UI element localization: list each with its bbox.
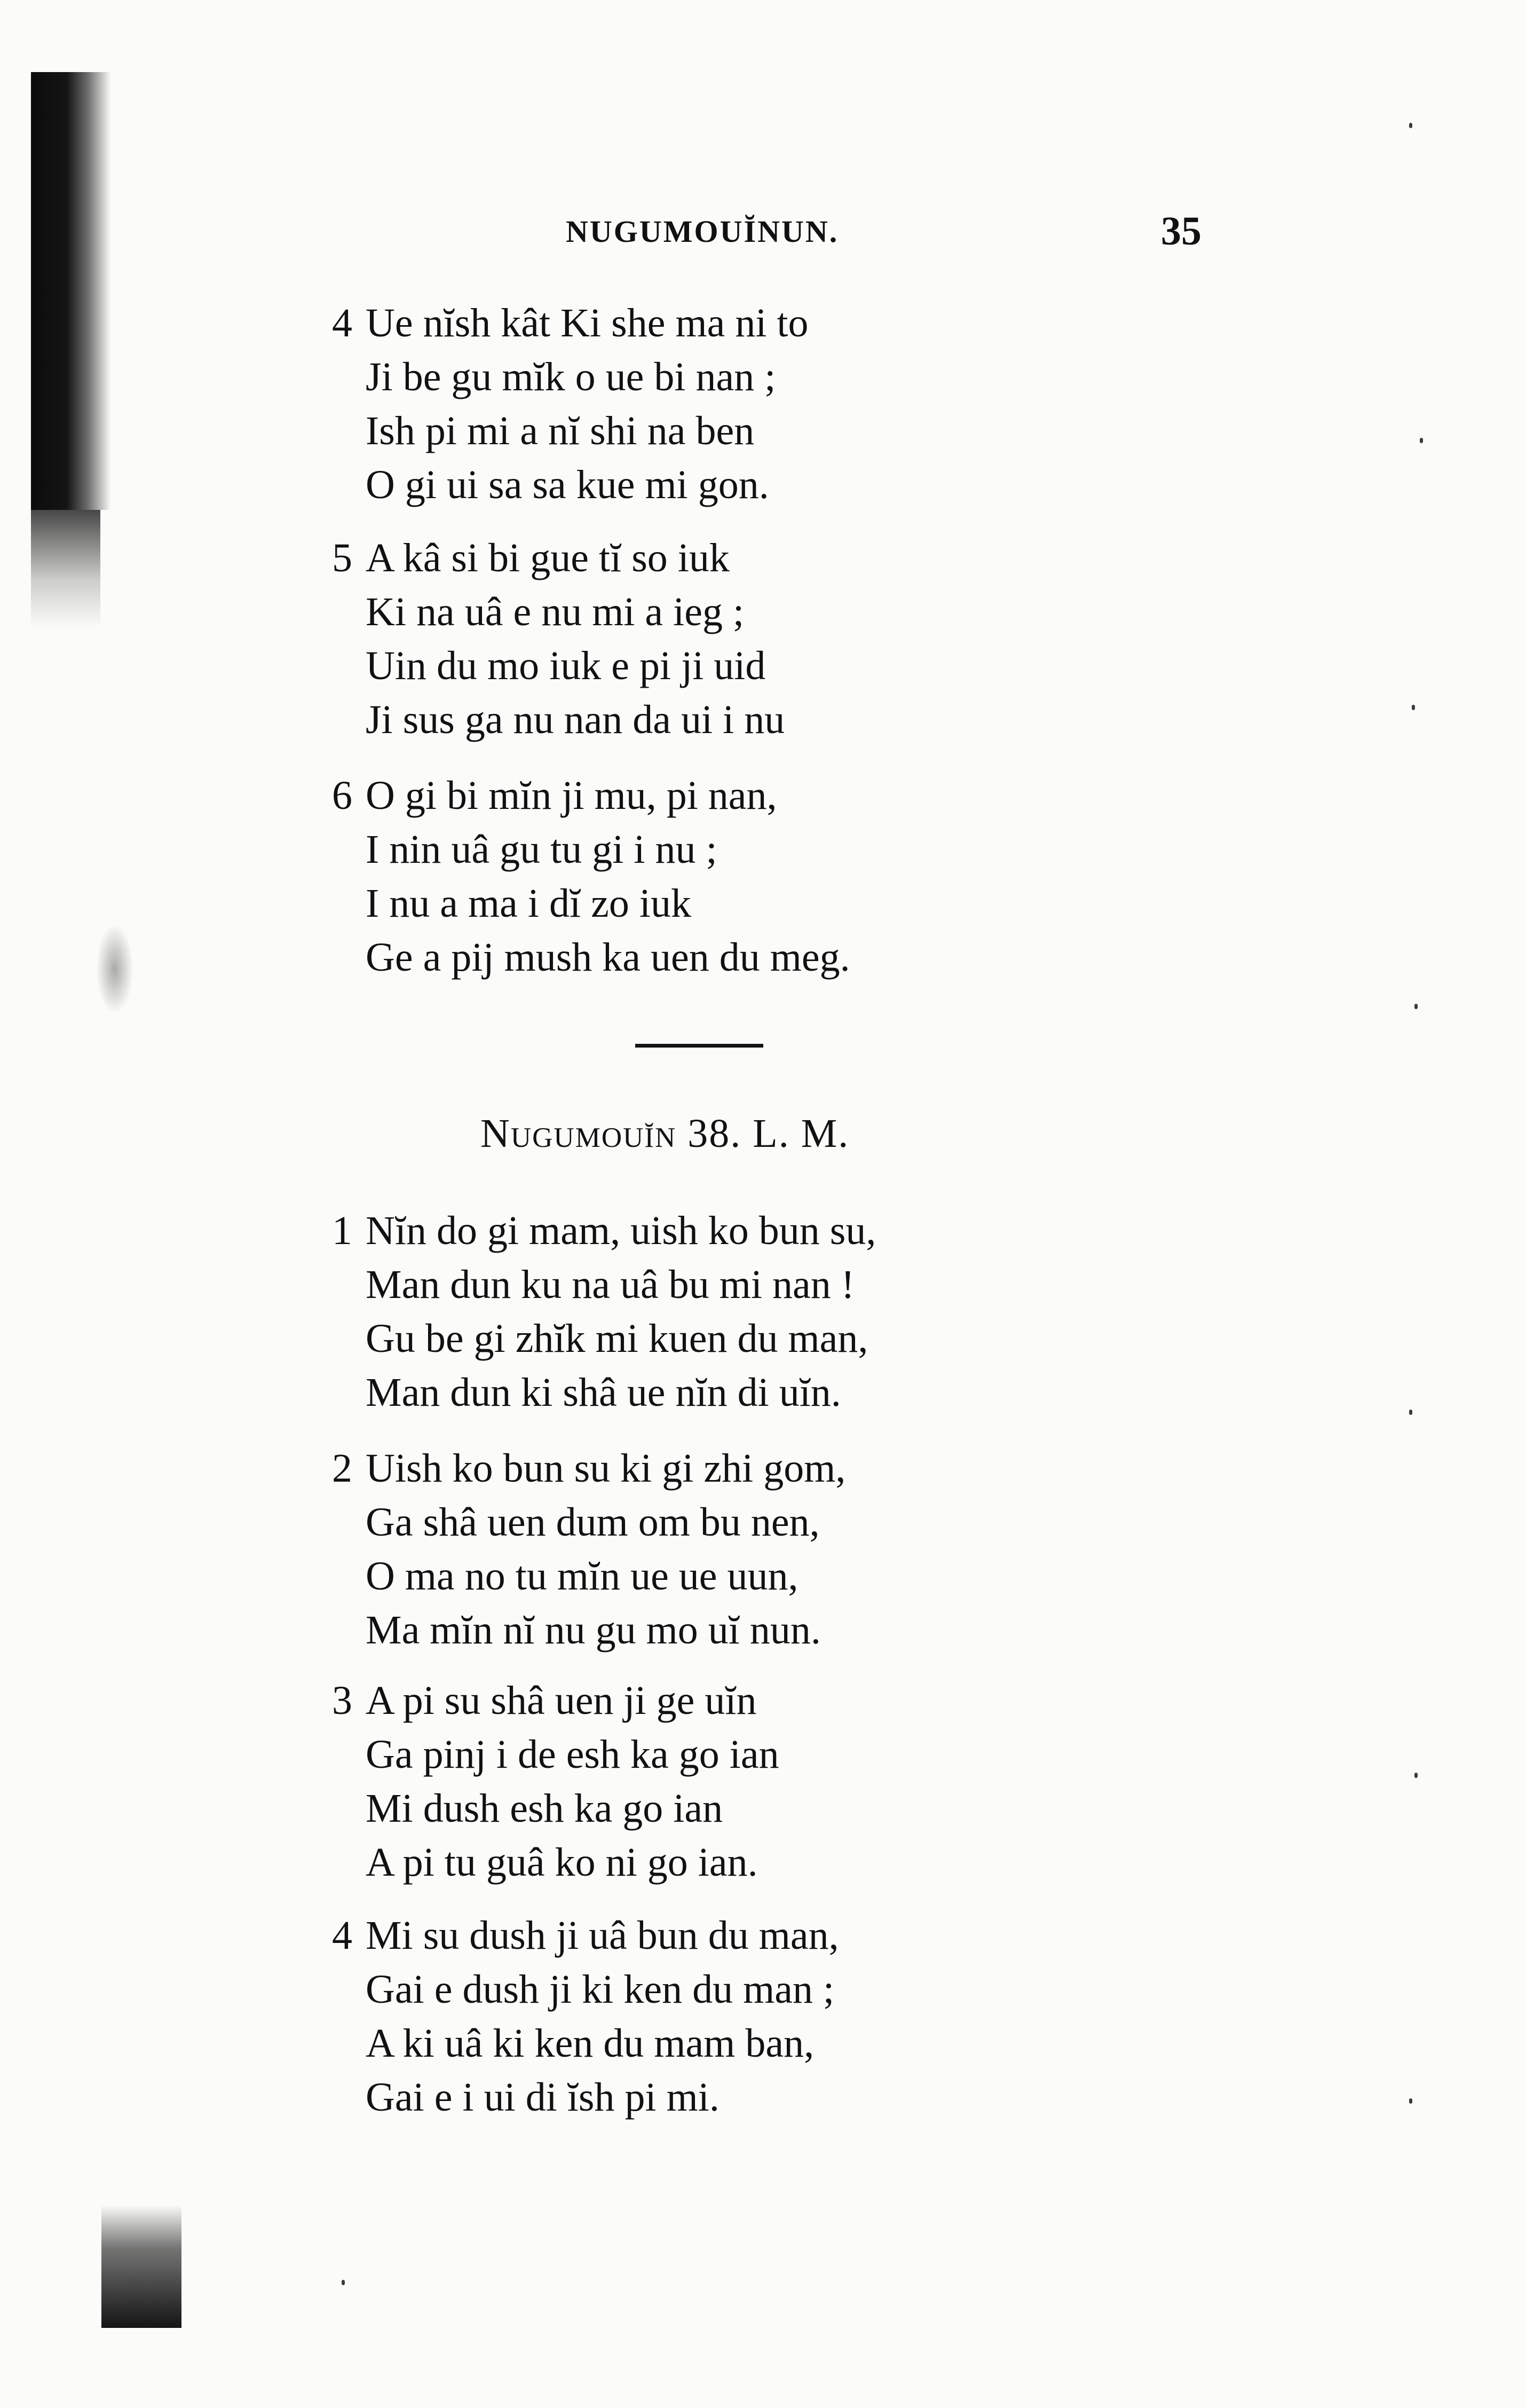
verse-text: Ue nĭsh kât Ki she ma ni to bbox=[366, 301, 809, 345]
stanza bbox=[315, 296, 809, 512]
verse-line: Ji be gu mĭk o ue bi nan ; bbox=[366, 355, 776, 399]
verse-line: Ish pi mi a nĭ shi na ben bbox=[366, 408, 755, 453]
running-head: NUGUMOUĬNUN. bbox=[566, 214, 839, 249]
hymn-title: Nugumouĭn 38. L. M. bbox=[480, 1111, 850, 1156]
scan-speck bbox=[1409, 2098, 1412, 2104]
verse-line: Ga pinj i de esh ka go ian bbox=[366, 1732, 779, 1777]
stanza bbox=[315, 531, 785, 747]
verse-line: A ki uâ ki ken du mam ban, bbox=[366, 2021, 815, 2066]
stanza-number: 2 bbox=[332, 1446, 352, 1491]
stanza-number: 6 bbox=[332, 773, 352, 818]
verse-line: Ga shâ uen dum om bu nen, bbox=[366, 1500, 820, 1545]
stanza-number: 3 bbox=[332, 1678, 352, 1723]
verse-line: Man dun ki shâ ue nĭn di uĭn. bbox=[366, 1370, 841, 1415]
stanza-number: 4 bbox=[332, 1913, 352, 1958]
verse-line bbox=[315, 1442, 845, 1496]
stanza bbox=[315, 1442, 845, 1657]
verse-line: Ki na uâ e nu mi a ieg ; bbox=[366, 589, 745, 634]
verse-line: I nu a ma i dĭ zo iuk bbox=[366, 881, 691, 926]
verse-line: I nin uâ gu tu gi i nu ; bbox=[366, 827, 717, 872]
scan-speck bbox=[1414, 1773, 1418, 1778]
scan-edge-smudge bbox=[96, 924, 133, 1014]
verse-line: Ge a pij mush ka uen du meg. bbox=[366, 935, 850, 980]
verse-line: Mi dush esh ka go ian bbox=[366, 1786, 723, 1831]
scan-speck bbox=[1414, 1004, 1418, 1009]
verse-text: Nĭn do gi mam, uish ko bun su, bbox=[366, 1208, 876, 1253]
verse-line bbox=[315, 296, 809, 350]
verse-text: A pi su shâ uen ji ge uĭn bbox=[366, 1678, 757, 1723]
stanza bbox=[315, 1674, 779, 1890]
verse-line: O gi ui sa sa kue mi gon. bbox=[366, 462, 769, 507]
verse-line: Man dun ku na uâ bu mi nan ! bbox=[366, 1262, 855, 1307]
verse-text: O gi bi mĭn ji mu, pi nan, bbox=[366, 773, 777, 818]
verse-text: Mi su dush ji uâ bun du man, bbox=[366, 1913, 839, 1958]
verse-line bbox=[315, 769, 850, 823]
scan-edge-shadow-bottom bbox=[101, 2205, 181, 2328]
stanza-number: 1 bbox=[332, 1208, 352, 1253]
verse-line bbox=[315, 1204, 876, 1258]
verse-line: Ma mĭn nĭ nu gu mo uĭ nun. bbox=[366, 1608, 821, 1652]
page-number: 35 bbox=[1161, 209, 1201, 254]
verse-text: A kâ si bi gue tĭ so iuk bbox=[366, 536, 730, 580]
verse-line: A pi tu guâ ko ni go ian. bbox=[366, 1840, 758, 1885]
verse-line: Gu be gi zhĭk mi kuen du man, bbox=[366, 1316, 868, 1361]
verse-line: Uin du mo iuk e pi ji uid bbox=[366, 643, 766, 688]
verse-line bbox=[315, 1909, 839, 1963]
scan-edge-shadow-fade bbox=[31, 510, 100, 627]
scan-speck bbox=[1412, 705, 1415, 710]
scan-edge-shadow-top bbox=[31, 72, 111, 510]
stanza-number: 5 bbox=[332, 536, 352, 580]
scan-speck bbox=[342, 2280, 345, 2285]
section-divider bbox=[635, 1044, 763, 1048]
scan-speck bbox=[1409, 123, 1412, 128]
verse-text: Uish ko bun su ki gi zhi gom, bbox=[366, 1446, 846, 1491]
verse-line: Gai e i ui di ĭsh pi mi. bbox=[366, 2075, 719, 2120]
scan-speck bbox=[1409, 1410, 1412, 1415]
verse-line: O ma no tu mĭn ue ue uun, bbox=[366, 1554, 798, 1599]
stanza bbox=[315, 1909, 839, 2124]
scan-speck bbox=[1420, 438, 1423, 443]
verse-line: Gai e dush ji ki ken du man ; bbox=[366, 1967, 835, 2012]
stanza bbox=[315, 769, 850, 985]
verse-line: Ji sus ga nu nan da ui i nu bbox=[366, 697, 785, 742]
stanza-number: 4 bbox=[332, 301, 352, 345]
verse-line bbox=[315, 1674, 779, 1728]
stanza bbox=[315, 1204, 876, 1420]
verse-line bbox=[315, 531, 785, 585]
